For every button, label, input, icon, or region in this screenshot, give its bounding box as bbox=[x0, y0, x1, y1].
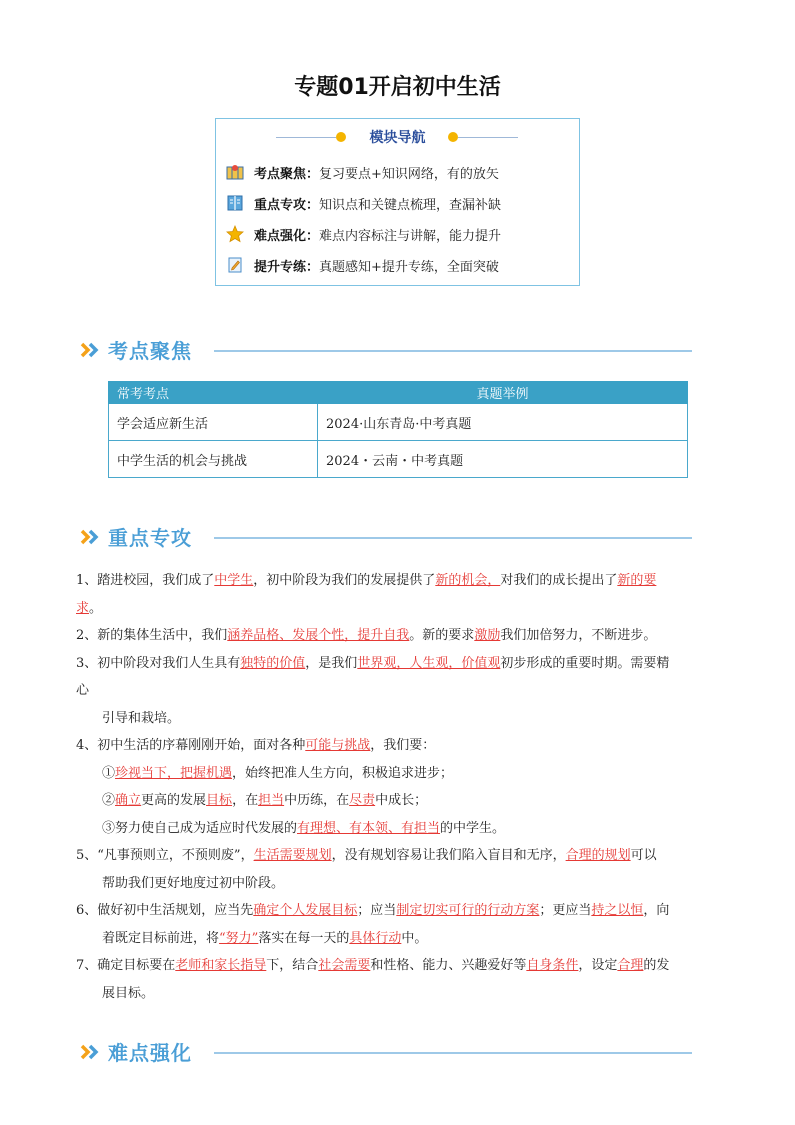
table-row bbox=[109, 441, 688, 478]
point-5-cont: 帮助我们更好地度过初中阶段。 bbox=[102, 875, 285, 891]
section-header-kaodian bbox=[80, 335, 692, 365]
table-header-cell: 常考考点 bbox=[109, 382, 318, 404]
section-title: 难点强化 bbox=[108, 1041, 192, 1065]
exam-points-table bbox=[108, 381, 688, 478]
table-row bbox=[109, 404, 688, 441]
point-5: 5、“凡事预则立，不预则废”，生活需要规划，没有规划容易让我们陷入盲目和无序，合理的规划可以 bbox=[76, 848, 657, 863]
table-header-cell: 真题举例 bbox=[318, 382, 688, 404]
point-6-cont: 着既定目标前进，将“努力”落实在每一天的具体行动中。 bbox=[102, 930, 428, 946]
page-title: 专题01开启初中生活 bbox=[294, 75, 501, 100]
nav-item-nandian[interactable]: 难点强化： 难点内容标注与讲解，能力提升 bbox=[226, 223, 501, 245]
star-icon bbox=[226, 225, 244, 243]
point-3: 3、初中阶段对我们人生具有独特的价值，是我们世界观，人生观，价值观初步形成的重要时期。需要精 bbox=[76, 655, 670, 671]
double-chevron-icon bbox=[80, 340, 104, 360]
nav-item-tisheng[interactable]: 提升专练： 真题感知+提升专练，全面突破 bbox=[226, 254, 499, 276]
point-1: 1、踏进校园，我们成了中学生，初中阶段为我们的发展提供了新的机会，对我们的成长提出了新的要 bbox=[76, 573, 657, 588]
section-rule bbox=[214, 1052, 692, 1054]
key-points bbox=[76, 567, 716, 1007]
header-dot-right bbox=[448, 132, 458, 142]
pencil-icon bbox=[226, 256, 244, 274]
module-navigation-header bbox=[216, 127, 579, 147]
section-header-zhongdian bbox=[80, 522, 692, 552]
module-navigation-box bbox=[215, 118, 580, 286]
nav-item-kaodian[interactable]: 考点聚焦： 复习要点+知识网络，有的放矢 bbox=[226, 161, 499, 183]
table-cell: 中学生活的机会与挑战 bbox=[109, 441, 318, 478]
point-4-c: ③努力使自己成为适应时代发展的有理想、有本领、有担当的中学生。 bbox=[102, 820, 506, 836]
double-chevron-icon bbox=[80, 1042, 104, 1062]
module-navigation-title: 模块导航 bbox=[369, 130, 426, 146]
nav-item-zhongdian[interactable]: 重点专攻： 知识点和关键点梳理，查漏补缺 bbox=[226, 192, 501, 214]
point-3-cont: 心 bbox=[76, 683, 90, 698]
point-7: 7、确定目标要在老师和家长指导下，结合社会需要和性格、能力、兴趣爱好等自身条件，设定合理的发 bbox=[76, 958, 670, 973]
section-title: 重点专攻 bbox=[108, 526, 192, 550]
section-header-nandian bbox=[80, 1037, 692, 1067]
table-cell: 2024・云南・中考真题 bbox=[318, 441, 688, 478]
section-title: 考点聚焦 bbox=[108, 339, 192, 363]
section-rule bbox=[214, 537, 692, 539]
point-7-cont: 展目标。 bbox=[102, 985, 155, 1001]
point-3-cont2: 引导和栽培。 bbox=[102, 710, 181, 726]
point-4-a: ①珍视当下，把握机遇，始终把准人生方向，积极追求进步； bbox=[102, 765, 454, 781]
map-icon bbox=[226, 163, 244, 181]
table-header-row bbox=[109, 382, 688, 404]
book-icon bbox=[226, 194, 244, 212]
point-6: 6、做好初中生活规划，应当先确定个人发展目标；应当制定切实可行的行动方案；更应当持之以恒，向 bbox=[76, 903, 670, 918]
header-line-right bbox=[458, 137, 518, 138]
point-2: 2、新的集体生活中，我们涵养品格、发展个性，提升自我。新的要求激励我们加倍努力，不断进步。 bbox=[76, 628, 657, 643]
point-4: 4、初中生活的序幕刚刚开始，面对各种可能与挑战，我们要： bbox=[76, 738, 436, 753]
point-1-cont: 求。 bbox=[76, 600, 103, 616]
section-rule bbox=[214, 350, 692, 352]
table-cell: 2024·山东青岛·中考真题 bbox=[318, 404, 688, 441]
double-chevron-icon bbox=[80, 527, 104, 547]
point-4-b: ②确立更高的发展目标，在担当中历练，在尽责中成长； bbox=[102, 793, 428, 808]
table-cell: 学会适应新生活 bbox=[109, 404, 318, 441]
